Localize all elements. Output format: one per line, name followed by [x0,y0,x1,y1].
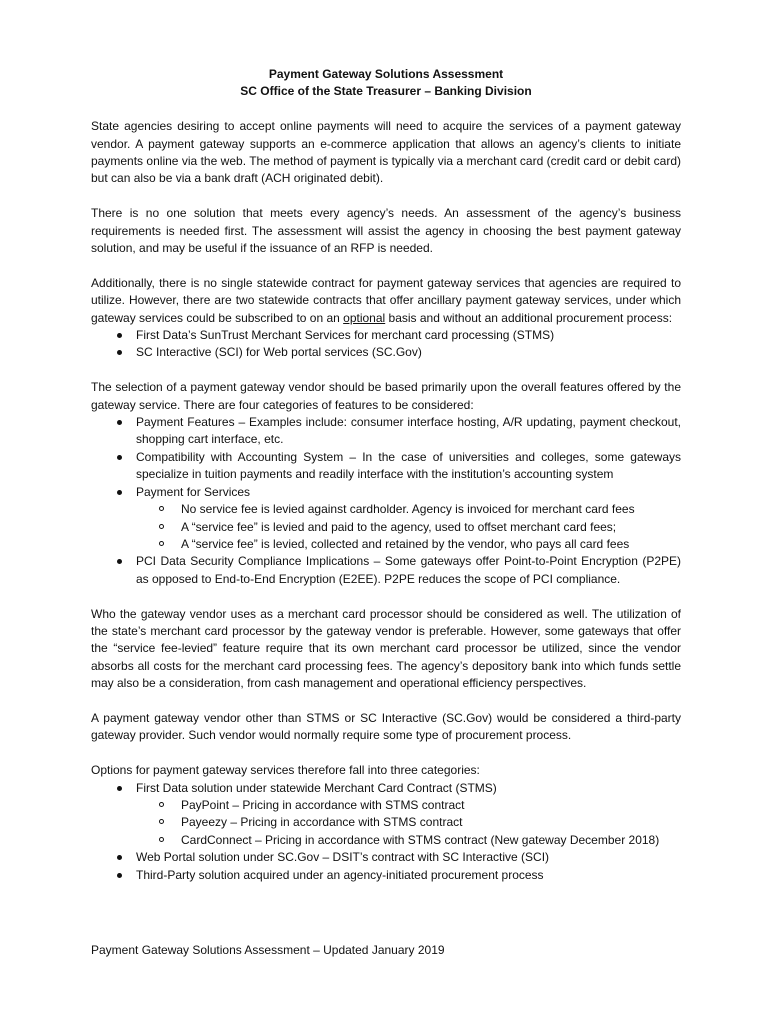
options-intro: Options for payment gateway services therefore fall into three categories: [91,763,480,778]
intro-paragraph-3 [91,275,681,327]
processor-paragraph: Who the gateway vendor uses as a merchant card processor should be considered as well. The utilization of the state’s merchant card processor by the gateway vendor is preferable. However, some gateways that offer the “service fee-levied” feature require that its own merchant card processor be utilized, since the vendor absorbs all costs for the merchant card processing fees. The agency’s depository bank into which funds settle may also be a consideration, from cash management and operational efficiency perspectives. [91,606,681,691]
list-item: Payment for Services [91,484,681,501]
p3-text-before: Additionally, there is no single statewide contract for payment gateway services that agencies are required to utilize. However, there are two statewide contracts that offer ancillary payment gateway services, under which gateway services could be subscribed to on an [91,275,681,325]
sub-list-item: CardConnect – Pricing in accordance with STMS contract (New gateway December 2018) [91,832,681,849]
sub-list-item: PayPoint – Pricing in accordance with STMS contract [91,797,681,814]
list-item: SC Interactive (SCI) for Web portal services (SC.Gov) [91,344,681,361]
list-item: Web Portal solution under SC.Gov – DSIT’s contract with SC Interactive (SCI) [91,849,681,866]
optional-underlined: optional [343,310,386,325]
sub-list-item: A “service fee” is levied, collected and retained by the vendor, who pays all card fees [91,536,681,553]
features-intro: The selection of a payment gateway vendor should be based primarily upon the overall features offered by the gateway service. There are four categories of features to be considered: [91,380,681,412]
page-footer: Payment Gateway Solutions Assessment – Updated January 2019 [91,943,445,957]
list-item: Third-Party solution acquired under an agency-initiated procurement process [91,867,681,884]
list-item: Payment Features – Examples include: consumer interface hosting, A/R updating, payment checkout, shopping cart interface, etc. [91,414,681,449]
options-list [91,780,681,884]
p3-text-after: basis and without an additional procurement process: [385,310,673,325]
sub-list-item: No service fee is levied against cardholder. Agency is invoiced for merchant card fees [91,501,681,518]
document-subtitle: SC Office of the State Treasurer – Banking Division [240,84,532,99]
features-list [91,414,681,588]
sub-list-item: Payeezy – Pricing in accordance with STMS contract [91,814,681,831]
list-item: First Data’s SunTrust Merchant Services for merchant card processing (STMS) [91,327,681,344]
contracts-list [91,327,681,362]
list-item: PCI Data Security Compliance Implications – Some gateways offer Point-to-Point Encryption (P2PE) as opposed to End-to-End Encryption (E2EE). P2PE reduces the scope of PCI compliance. [91,553,681,588]
sub-list-item: A “service fee” is levied and paid to the agency, used to offset merchant card fees; [91,519,681,536]
list-item: First Data solution under statewide Merchant Card Contract (STMS) [91,780,681,797]
list-item: Compatibility with Accounting System – In the case of universities and colleges, some gateways specialize in tuition payments and readily interface with the institution’s accounting system [91,449,681,484]
intro-paragraph-2: There is no one solution that meets every agency’s needs. An assessment of the agency’s business requirements is needed first. The assessment will assist the agency in choosing the best payment gateway solution, and may be useful if the issuance of an RFP is needed. [91,206,681,256]
document-title: Payment Gateway Solutions Assessment [268,67,504,81]
document-body [91,66,681,884]
intro-paragraph-1: State agencies desiring to accept online payments will need to acquire the services of a payment gateway vendor. A payment gateway supports an e-commerce application that allows an agency’s clients to initiate payments online via the web. The method of payment is typically via a merchant card (credit card or debit card) but can also be via a bank draft (ACH originated debit). [91,119,681,186]
third-party-paragraph: A payment gateway vendor other than STMS or SC Interactive (SC.Gov) would be considered a third-party gateway provider. Such vendor would normally require some type of procurement process. [91,710,681,743]
